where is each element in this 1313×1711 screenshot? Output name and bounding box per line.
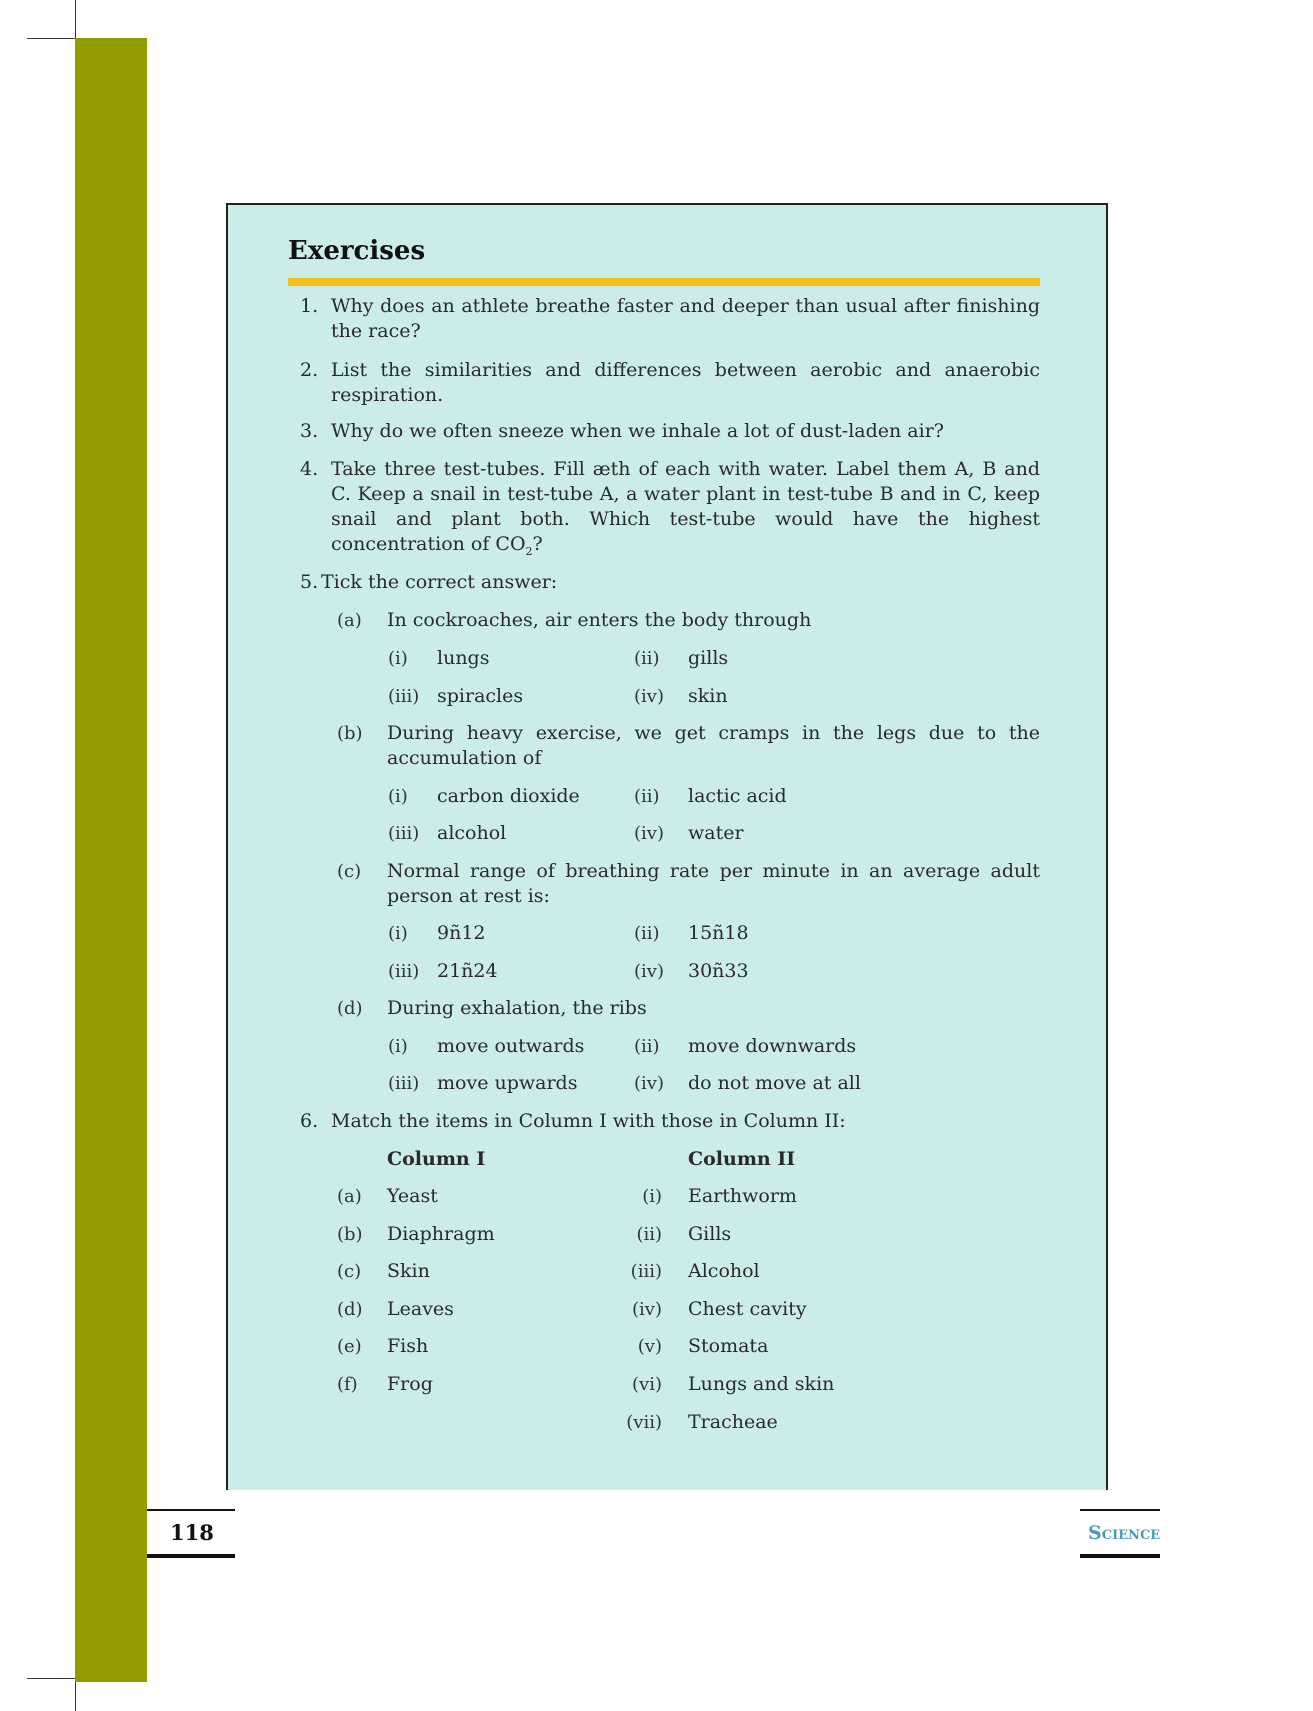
option-label: (iii) (388, 686, 420, 707)
column-1-item: Skin (387, 1260, 430, 1283)
option-text: skin (688, 685, 728, 707)
footer-rule (1080, 1509, 1160, 1511)
option-text: 9ñ12 (437, 922, 486, 944)
part-stem: During heavy exercise, we get cramps in the legs due to the accumulation of (387, 722, 1040, 769)
column-2-label: (vii) (626, 1411, 662, 1433)
question-number: 6. (300, 1110, 319, 1132)
column-2-item: Chest cavity (688, 1297, 807, 1320)
question-number: 4. (300, 458, 319, 480)
column-2-item: Alcohol (688, 1260, 760, 1283)
column-2-item: Tracheae (688, 1410, 778, 1433)
column-1-item: Yeast (387, 1185, 438, 1207)
option-text: carbon dioxide (437, 785, 580, 807)
column-2-item: Stomata (688, 1335, 769, 1358)
column-1-item: Diaphragm (387, 1222, 495, 1245)
option-label: (iii) (388, 823, 420, 844)
crop-mark (75, 1678, 76, 1711)
column-2-label: (ii) (636, 1223, 662, 1245)
option-text: water (688, 822, 744, 844)
question-2: List the similarities and differences between aerobic and anaerobic respiration. (331, 359, 1040, 406)
column-2-label: (v) (637, 1336, 662, 1358)
question-3: Why do we often sneeze when we inhale a lot of dust-laden air? (331, 420, 944, 442)
question-4-end: ? (532, 533, 543, 555)
question-1: Why does an athlete breathe faster and deeper than usual after finishing the race? (331, 295, 1040, 342)
question-number: 1. (300, 295, 319, 317)
option-label: (iii) (388, 1073, 420, 1094)
option-text: 30ñ33 (688, 960, 749, 982)
column-1-label: (c) (337, 1261, 362, 1283)
page-number: 118 (170, 1520, 214, 1545)
option-label: (ii) (634, 786, 660, 807)
column-1-label: (a) (337, 1186, 362, 1207)
part-label: (d) (337, 998, 363, 1019)
sidebar-color-strip (75, 38, 147, 1682)
column-2-item: Lungs and skin (688, 1373, 835, 1395)
option-text: move outwards (437, 1035, 585, 1057)
option-text: move downwards (688, 1035, 857, 1057)
column-1-label: (d) (337, 1298, 363, 1320)
heading-rule (288, 278, 1040, 286)
option-text: gills (688, 647, 729, 669)
option-label: (ii) (634, 923, 660, 944)
option-label: (iv) (634, 961, 664, 982)
part-stem: Normal range of breathing rate per minute in an average adult person at rest is: (387, 860, 1040, 907)
footer-rule (147, 1509, 235, 1511)
question-5: Tick the correct answer: (321, 571, 558, 593)
exercises-heading: Exercises (288, 236, 426, 266)
option-label: (i) (388, 923, 408, 944)
crop-mark (27, 1678, 75, 1679)
column-2-label: (iv) (632, 1298, 662, 1320)
option-text: 21ñ24 (437, 960, 498, 982)
option-label: (i) (388, 786, 408, 807)
footer-rule (147, 1554, 235, 1558)
option-label: (i) (388, 1036, 408, 1057)
column-1-item: Leaves (387, 1297, 454, 1320)
question-4 (331, 457, 1040, 564)
subscript: 2 (525, 544, 533, 558)
part-label: (b) (337, 723, 363, 744)
question-6: Match the items in Column I with those in Column II: (331, 1110, 846, 1132)
option-label: (iv) (634, 1073, 664, 1094)
option-label: (iii) (388, 961, 420, 982)
column-1-label: (e) (337, 1336, 362, 1358)
column-1-item: Fish (387, 1335, 429, 1358)
option-text: alcohol (437, 822, 507, 844)
option-text: do not move at all (688, 1072, 861, 1094)
question-number: 2. (300, 359, 319, 381)
option-text: move upwards (437, 1072, 578, 1094)
part-stem: In cockroaches, air enters the body through (387, 609, 812, 631)
part-label: (a) (337, 610, 362, 631)
part-label: (c) (337, 861, 362, 882)
footer-rule (1080, 1554, 1160, 1558)
option-text: spiracles (437, 685, 524, 707)
option-text: lactic acid (688, 785, 787, 807)
option-label: (i) (388, 648, 408, 669)
column-2-label: (vi) (632, 1374, 662, 1395)
option-label: (ii) (634, 1036, 660, 1057)
column-1-header: Column I (387, 1148, 486, 1170)
option-text: lungs (437, 647, 490, 669)
question-number: 5. (300, 571, 319, 593)
column-2-label: (iii) (630, 1261, 662, 1283)
column-1-item: Frog (387, 1373, 433, 1395)
option-label: (iv) (634, 823, 664, 844)
crop-mark (75, 0, 76, 38)
option-text: 15ñ18 (688, 922, 749, 944)
question-number: 3. (300, 420, 319, 442)
part-stem: During exhalation, the ribs (387, 997, 647, 1019)
column-2-item: Gills (688, 1222, 732, 1245)
column-2-item: Earthworm (688, 1185, 797, 1207)
column-2-label: (i) (642, 1186, 662, 1207)
option-label: (ii) (634, 648, 660, 669)
column-1-label: (b) (337, 1223, 363, 1245)
book-title: Science (1088, 1522, 1161, 1544)
crop-mark (27, 38, 75, 39)
question-4-text: Take three test-tubes. Fill æth of each with water. Label them A, B and C. Keep a snail in test-tube A, a water plant in test-tube B and in C, keep snail and plant both. Which test-tube would have the highest concentration of CO (331, 458, 1040, 555)
column-1-label: (f) (337, 1374, 358, 1395)
option-label: (iv) (634, 686, 664, 707)
column-2-header: Column II (688, 1148, 796, 1170)
